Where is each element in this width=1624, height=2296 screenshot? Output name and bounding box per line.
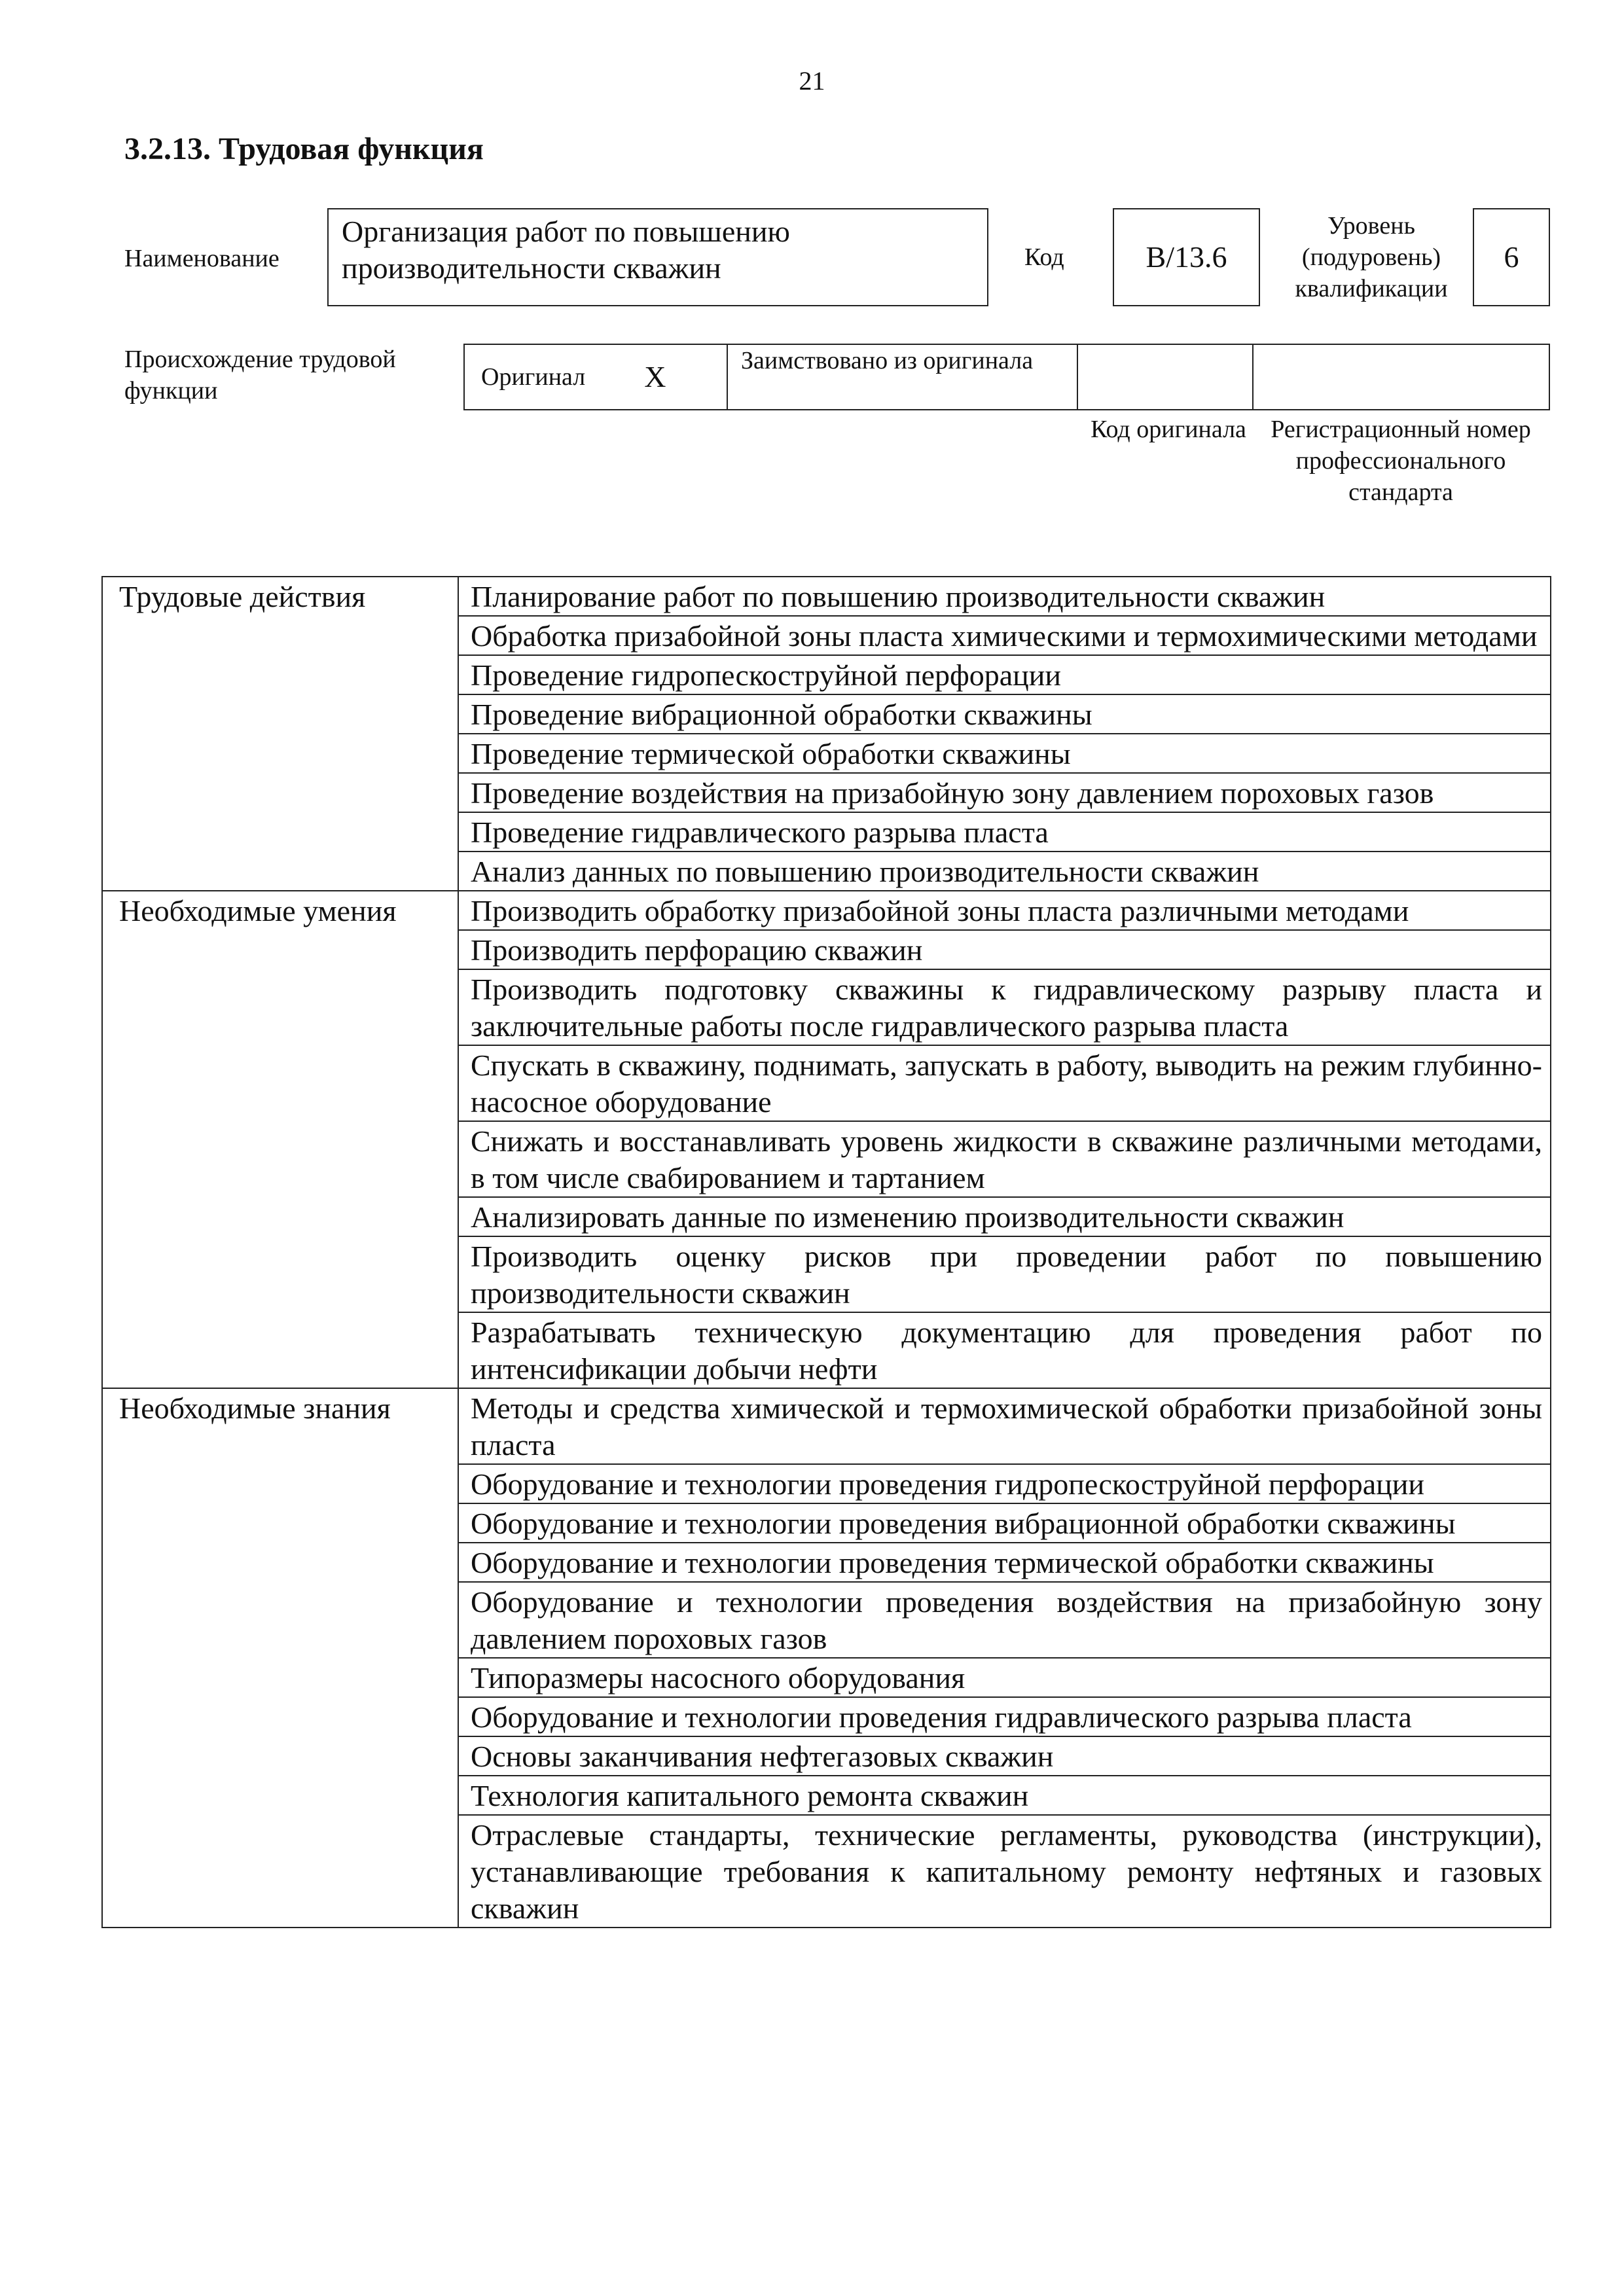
section-item: Производить оценку рисков при проведении работ по повышению производительности скважин	[458, 1236, 1551, 1312]
section-title: Необходимые знания	[102, 1388, 458, 1928]
section-item: Технология капитального ремонта скважин	[458, 1776, 1551, 1815]
section-title: Трудовые действия	[102, 577, 458, 891]
section-heading: 3.2.13. Трудовая функция	[124, 132, 484, 166]
section-item: Обработка призабойной зоны пласта химическими и термохимическими методами	[458, 616, 1551, 655]
section-item: Методы и средства химической и термохимической обработки призабойной зоны пласта	[458, 1388, 1551, 1464]
section-item: Оборудование и технологии проведения гидравлического разрыва пласта	[458, 1697, 1551, 1736]
section-item: Проведение вибрационной обработки скважины	[458, 694, 1551, 734]
section-item: Производить обработку призабойной зоны пласта различными методами	[458, 891, 1551, 930]
section-item: Проведение гидропескоструйной перфорации	[458, 655, 1551, 694]
page-number: 21	[799, 66, 825, 96]
borrowed-cell: Заимствовано из оригинала	[727, 345, 1077, 409]
code-value: B/13.6	[1146, 240, 1227, 274]
code-label: Код	[1024, 243, 1064, 271]
table-row	[102, 577, 1551, 616]
section-item: Снижать и восстанавливать уровень жидкости в скважине различными методами, в том числе свабированием и тартанием	[458, 1121, 1551, 1197]
section-item: Оборудование и технологии проведения вибрационной обработки скважины	[458, 1503, 1551, 1543]
section-item: Анализировать данные по изменению производительности скважин	[458, 1197, 1551, 1236]
labor-function-table	[101, 576, 1551, 1928]
section-item: Планирование работ по повышению производительности скважин	[458, 577, 1551, 616]
section-title: Необходимые умения	[102, 891, 458, 1388]
reg-number-caption: Регистрационный номер профессионального стандарта	[1271, 416, 1531, 506]
original-mark: X	[644, 360, 666, 393]
section-item: Отраслевые стандарты, технические регламенты, руководства (инструкции), устанавливающие требования к капитальному ремонту нефтяных и газовых скважин	[458, 1815, 1551, 1928]
section-item: Типоразмеры насосного оборудования	[458, 1658, 1551, 1697]
section-item: Анализ данных по повышению производительности скважин	[458, 852, 1551, 891]
origin-box	[463, 344, 1550, 410]
section-item: Основы заканчивания нефтегазовых скважин	[458, 1736, 1551, 1776]
section-item: Оборудование и технологии проведения гидропескоструйной перфорации	[458, 1464, 1551, 1503]
section-item: Оборудование и технологии проведения воздействия на призабойную зону давлением пороховых газов	[458, 1582, 1551, 1658]
origin-label: Происхождение трудовой функции	[124, 346, 396, 404]
section-item: Спускать в скважину, поднимать, запускать в работу, выводить на режим глубинно-насосное оборудование	[458, 1045, 1551, 1121]
section-item: Производить подготовку скважины к гидравлическому разрыву пласта и заключительные работы после гидравлического разрыва пласта	[458, 969, 1551, 1045]
original-cell	[465, 345, 727, 409]
level-label: Уровень (подуровень) квалификации	[1295, 212, 1448, 302]
table-row	[102, 891, 1551, 930]
level-value: 6	[1504, 240, 1519, 274]
section-item: Проведение гидравлического разрыва пласта	[458, 812, 1551, 852]
reg-number-cell	[1252, 345, 1549, 409]
code-value-box	[1113, 208, 1260, 306]
original-code-caption: Код оригинала	[1091, 416, 1246, 443]
section-item: Производить перфорацию скважин	[458, 930, 1551, 969]
original-code-cell	[1077, 345, 1252, 409]
table-row	[102, 1388, 1551, 1464]
original-label: Оригинал	[481, 363, 586, 391]
name-label: Наименование	[124, 245, 280, 272]
section-item: Оборудование и технологии проведения термической обработки скважины	[458, 1543, 1551, 1582]
section-item: Проведение термической обработки скважины	[458, 734, 1551, 773]
level-value-box	[1473, 208, 1550, 306]
name-value-box	[327, 208, 988, 306]
section-item: Проведение воздействия на призабойную зону давлением пороховых газов	[458, 773, 1551, 812]
name-value: Организация работ по повышению производительности скважин	[342, 215, 790, 285]
section-item: Разрабатывать техническую документацию для проведения работ по интенсификации добычи нефти	[458, 1312, 1551, 1388]
